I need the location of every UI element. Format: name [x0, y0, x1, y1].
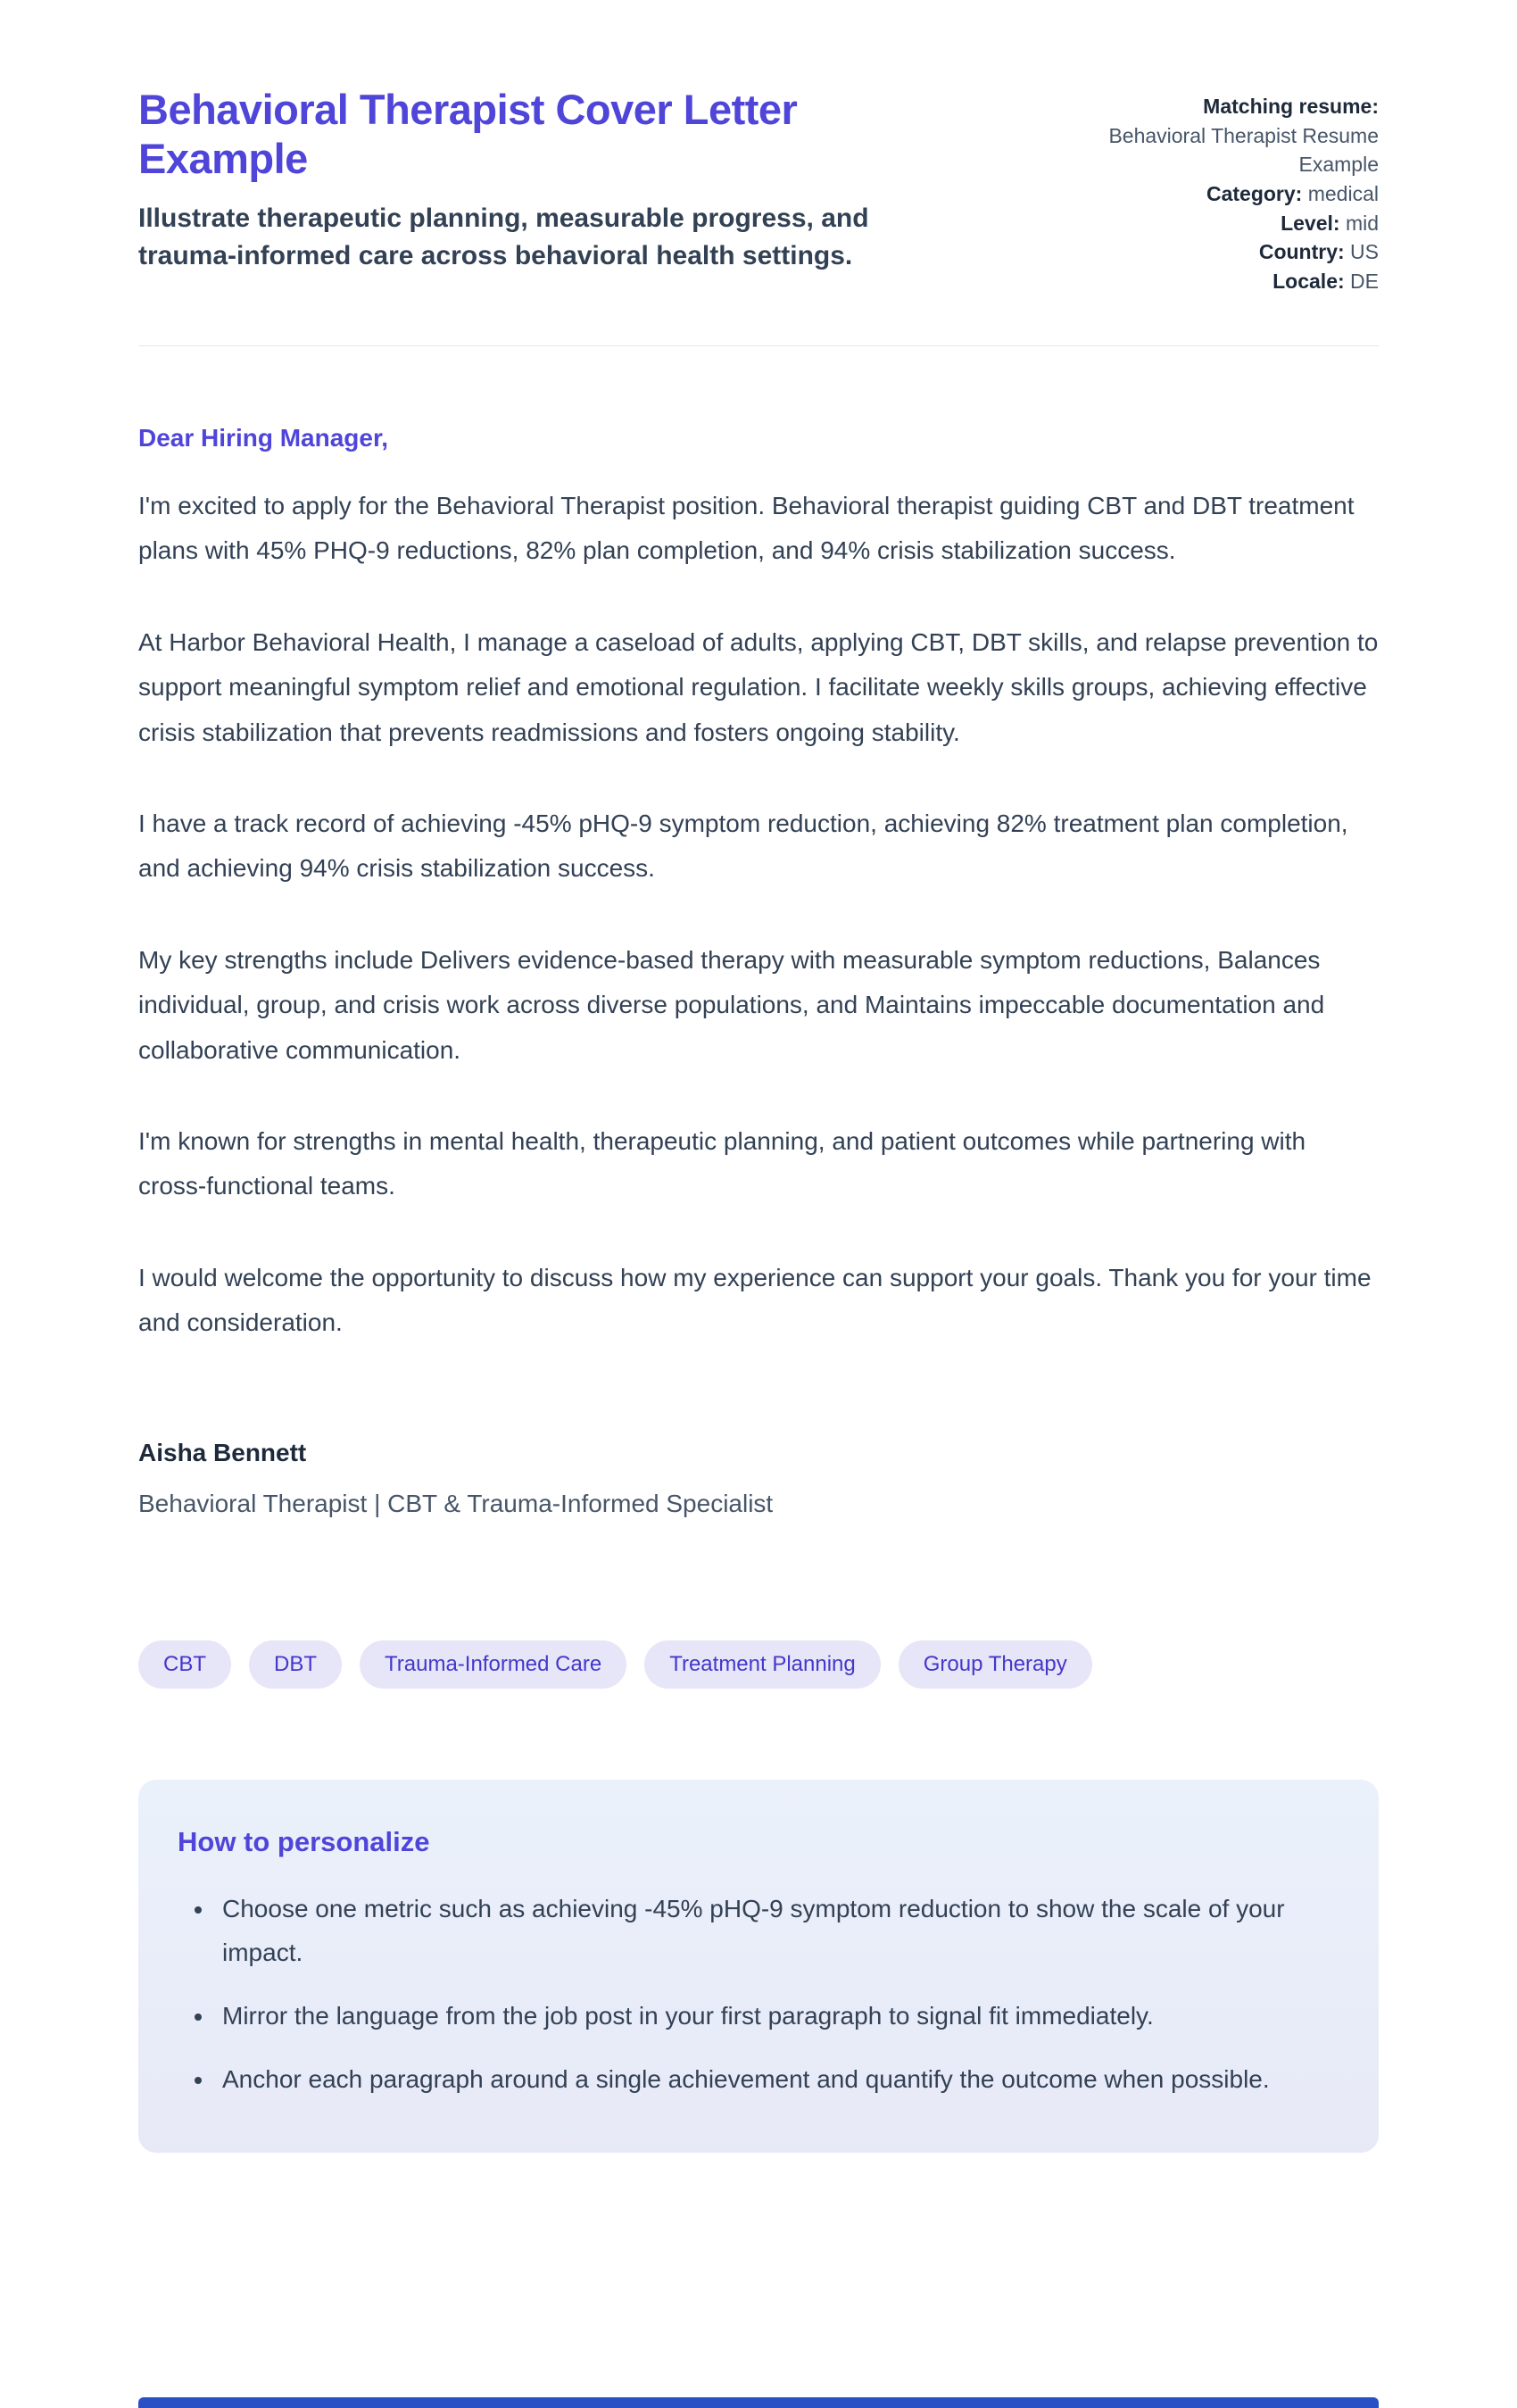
meta-field-value: medical [1307, 181, 1379, 205]
meta-field-value: mid [1345, 211, 1379, 235]
cover-letter-body [138, 416, 1379, 1527]
tag-list [138, 1640, 1379, 1689]
page-title: Behavioral Therapist Cover Letter Example [138, 86, 798, 183]
tag-pill-cbt: CBT [138, 1640, 231, 1689]
meta-field-label: Category: [1206, 181, 1303, 205]
cover-letter-page [138, 0, 1379, 2153]
page-subtitle: Illustrate therapeutic planning, measurable progress, and trauma-informed care across behavioral health settings. [138, 203, 869, 270]
meta-field-value: DE [1350, 269, 1379, 293]
letter-paragraph-1: I'm excited to apply for the Behavioral Therapist position. Behavioral therapist guiding CBT and DBT treatment plans with 45% PHQ-9 reductions, 82% plan completion, and 94% crisis stabilization success. [138, 491, 1355, 565]
signature-title: Behavioral Therapist | CBT & Trauma-Informed Specialist [138, 1489, 774, 1517]
letter-paragraph-2: At Harbor Behavioral Health, I manage a caseload of adults, applying CBT, DBT skills, and relapse prevention to support meaningful symptom relief and emotional regulation. I facilitate weekly skills groups, achieving effective crisis stabilization that prevents readmissions and fosters ongoing stability. [138, 627, 1379, 746]
page-header [138, 85, 1379, 296]
meta-field-label: Level: [1281, 211, 1340, 235]
meta-field-label: Country: [1258, 240, 1345, 264]
meta-field-category [1084, 179, 1379, 209]
matching-resume-label-row [1084, 92, 1379, 121]
tag-pill-group-therapy: Group Therapy [899, 1640, 1092, 1689]
tag-pill-dbt: DBT [249, 1640, 342, 1689]
meta-field-country [1084, 237, 1379, 267]
letter-paragraph-3: I have a track record of achieving -45% pHQ-9 symptom reduction, achieving 82% treatment plan completion, and achieving 94% crisis stabilization success. [138, 809, 1348, 883]
header-divider [138, 345, 1379, 346]
tag-pill-treatment-planning: Treatment Planning [644, 1640, 881, 1689]
meta-field-level [1084, 209, 1379, 238]
header-title-block [138, 85, 968, 275]
meta-field-locale [1084, 267, 1379, 296]
meta-field-label: Locale: [1272, 269, 1345, 293]
salutation: Dear Hiring Manager, [138, 423, 389, 452]
meta-field-value: US [1350, 240, 1379, 264]
letter-paragraph-5: I'm known for strengths in mental health, therapeutic planning, and patient outcomes while partnering with cross-functional teams. [138, 1126, 1306, 1200]
matching-resume-value: Behavioral Therapist Resume Example [1108, 123, 1379, 177]
personalize-tip-1: • Choose one metric such as achieving -45% pHQ-9 symptom reduction to show the scale of your impact. [215, 1887, 1327, 1974]
meta-panel [1084, 85, 1379, 296]
personalize-heading: How to personalize [178, 1826, 430, 1858]
signature-name: Aisha Bennett [138, 1439, 307, 1467]
letter-paragraph-4: My key strengths include Delivers evidence-based therapy with measurable symptom reductions, Balances individual, group, and crisis work across diverse populations, and Maintains impeccable documentation and collaborative communication. [138, 945, 1325, 1064]
tag-pill-trauma-informed-care: Trauma-Informed Care [360, 1640, 626, 1689]
matching-resume-value-row [1084, 121, 1379, 179]
footer-bar [138, 2397, 1379, 2408]
matching-resume-label: Matching resume: [1203, 95, 1379, 118]
personalize-tip-3: • Anchor each paragraph around a single achievement and quantify the outcome when possible. [215, 2057, 1327, 2101]
personalize-tip-2: • Mirror the language from the job post in your first paragraph to signal fit immediately. [215, 1994, 1327, 2038]
personalize-tip-list [178, 1887, 1327, 2101]
letter-paragraph-6: I would welcome the opportunity to discuss how my experience can support your goals. Thank you for your time and consideration. [138, 1263, 1372, 1337]
personalize-card [138, 1780, 1379, 2153]
